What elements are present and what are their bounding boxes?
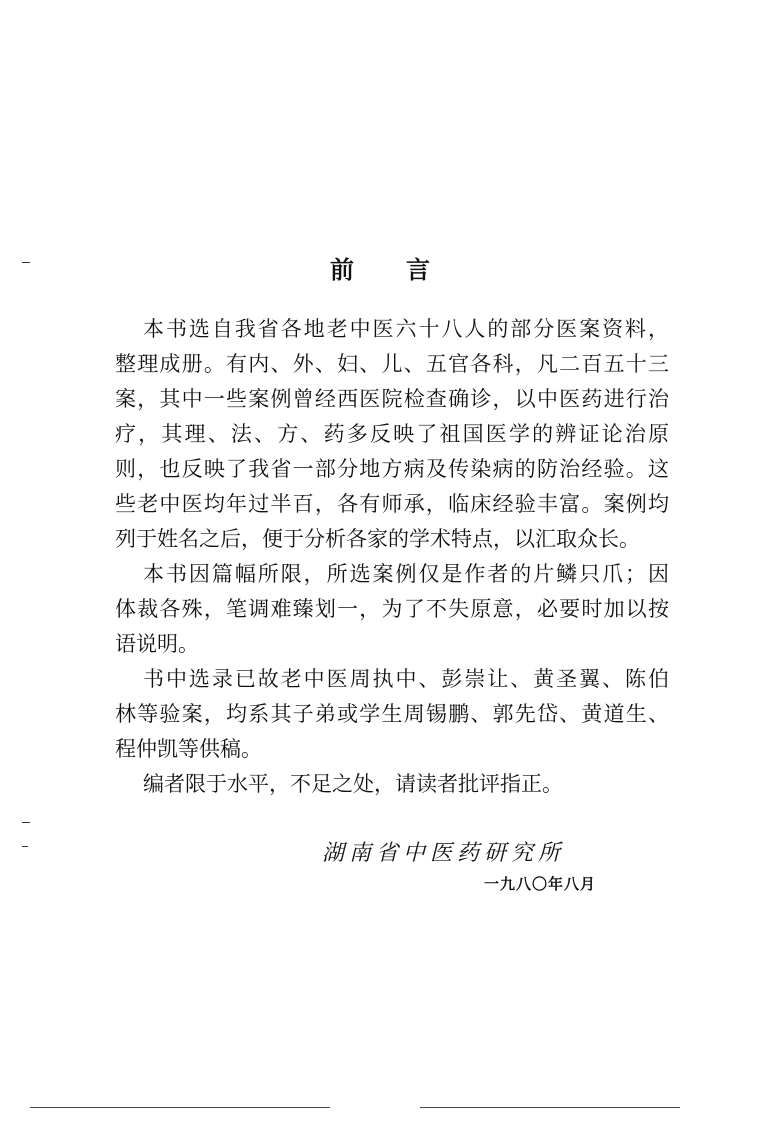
page-title (330, 250, 430, 285)
paragraph-line: 林等验案，均系其子弟或学生周锡鹏、郭先岱、黄道生、 (115, 702, 669, 726)
title-char: 言 (406, 256, 430, 284)
paragraph-line: 疗，其理、法、方、药多反映了祖国医学的辨证论治原 (115, 422, 669, 446)
paragraph-line: 体裁各殊，笔调难臻划一，为了不失原意，必要时加以按 (115, 597, 669, 621)
paragraph-line: 则，也反映了我省一部分地方病及传染病的防治经验。这 (115, 457, 669, 481)
scan-edge-line (420, 1107, 680, 1108)
paragraph-line: 书中选录已故老中医周执中、彭崇让、黄圣翼、陈伯 (143, 667, 669, 691)
scan-mark (22, 846, 28, 847)
paragraph-line: 本书因篇幅所限，所选案例仅是作者的片鳞只爪；因 (143, 562, 669, 586)
signature-institution: 湖南省中医药研究所 (322, 841, 566, 866)
scan-mark (22, 262, 30, 263)
paragraph-line: 语说明。 (115, 632, 199, 656)
paragraph-line: 本书选自我省各地老中医六十八人的部分医案资料， (143, 317, 669, 341)
signature-date: 一九八〇年八月 (484, 875, 597, 893)
paragraph-line: 程仲凯等供稿。 (115, 737, 262, 761)
paragraph-line: 案，其中一些案例曾经西医院检查确诊，以中医药进行治 (115, 387, 669, 411)
paragraph-line: 列于姓名之后，便于分析各家的学术特点，以汇取众长。 (115, 527, 640, 551)
paragraph-line: 编者限于水平，不足之处，请读者批评指正。 (143, 772, 563, 796)
paragraph-line: 些老中医均年过半百，各有师承，临床经验丰富。案例均 (115, 492, 669, 516)
scan-mark (22, 822, 30, 823)
scan-edge-line (30, 1107, 330, 1108)
paragraph-line: 整理成册。有内、外、妇、儿、五官各科，凡二百五十三 (115, 352, 669, 376)
preface-body (115, 312, 669, 802)
title-char: 前 (330, 256, 354, 284)
